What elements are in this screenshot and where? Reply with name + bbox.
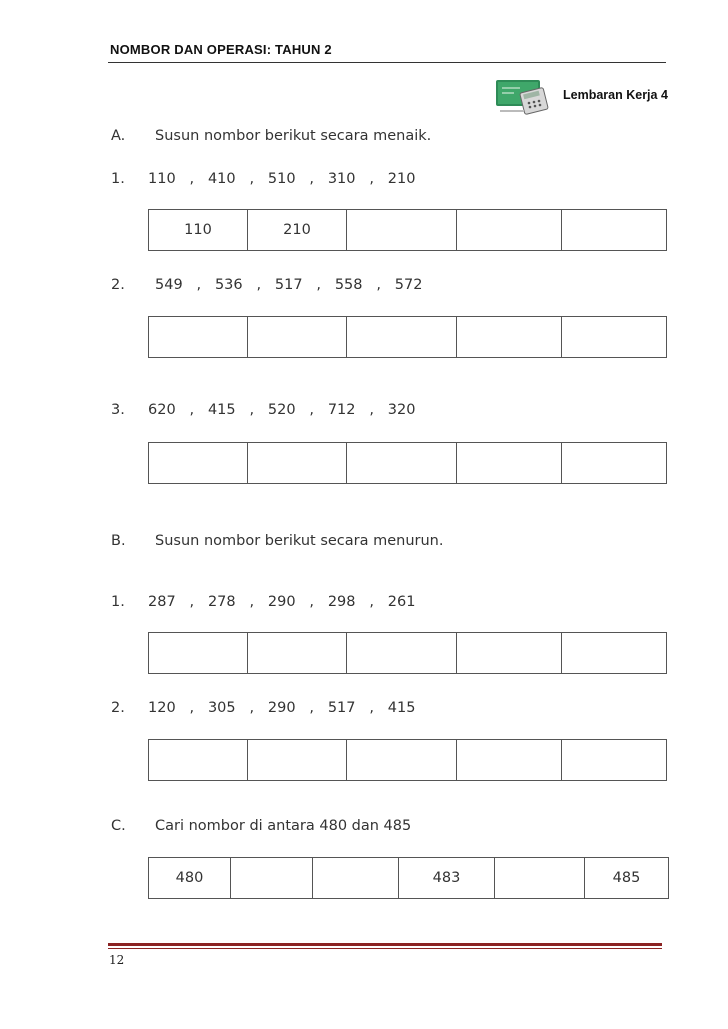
question-a1-numbers: 110 , 410 , 510 , 310 , 210 (148, 171, 416, 187)
header-divider (108, 62, 666, 63)
answer-cell[interactable] (562, 317, 667, 358)
question-a2-numbers: 549 , 536 , 517 , 558 , 572 (155, 277, 423, 293)
answer-cell[interactable] (347, 740, 457, 781)
question-a2-number: 2. (111, 277, 125, 293)
answer-cell[interactable] (457, 740, 562, 781)
answer-cell[interactable] (457, 633, 562, 674)
answer-cell[interactable] (347, 210, 457, 251)
question-a1-number: 1. (111, 171, 125, 187)
answer-table-b1 (148, 632, 667, 674)
section-a-letter: A. (111, 128, 126, 144)
answer-cell[interactable] (149, 740, 248, 781)
answer-cell[interactable] (457, 317, 562, 358)
answer-cell[interactable] (562, 443, 667, 484)
answer-table-a2 (148, 316, 667, 358)
answer-cell[interactable] (149, 317, 248, 358)
calculator-chalkboard-icon (494, 78, 556, 116)
answer-table-c (148, 857, 669, 899)
answer-cell[interactable] (562, 210, 667, 251)
question-b2-numbers: 120 , 305 , 290 , 517 , 415 (148, 700, 416, 716)
answer-cell[interactable] (313, 858, 399, 899)
worksheet-label: Lembaran Kerja 4 (563, 88, 668, 102)
footer-divider-thin (108, 948, 662, 949)
answer-cell[interactable] (248, 443, 347, 484)
question-b1-number: 1. (111, 594, 125, 610)
answer-cell[interactable] (149, 633, 248, 674)
answer-cell[interactable] (457, 443, 562, 484)
answer-cell[interactable] (347, 443, 457, 484)
section-c-instruction: Cari nombor di antara 480 dan 485 (155, 818, 412, 834)
answer-table-b2 (148, 739, 667, 781)
footer-divider-thick (108, 943, 662, 946)
answer-cell[interactable]: 485 (585, 858, 669, 899)
answer-cell[interactable] (562, 740, 667, 781)
question-b2-number: 2. (111, 700, 125, 716)
question-a3-number: 3. (111, 402, 125, 418)
answer-cell[interactable] (248, 317, 347, 358)
answer-cell[interactable] (248, 740, 347, 781)
page-number: 12 (109, 953, 125, 967)
answer-cell[interactable] (231, 858, 313, 899)
answer-cell[interactable]: 110 (149, 210, 248, 251)
answer-cell[interactable] (149, 443, 248, 484)
answer-table-a3 (148, 442, 667, 484)
section-a-instruction: Susun nombor berikut secara menaik. (155, 128, 432, 144)
answer-cell[interactable] (457, 210, 562, 251)
answer-cell[interactable]: 480 (149, 858, 231, 899)
answer-cell[interactable] (562, 633, 667, 674)
answer-cell[interactable] (347, 317, 457, 358)
section-c-letter: C. (111, 818, 126, 834)
section-b-instruction: Susun nombor berikut secara menurun. (155, 533, 444, 549)
question-a3-numbers: 620 , 415 , 520 , 712 , 320 (148, 402, 416, 418)
answer-cell[interactable] (248, 633, 347, 674)
question-b1-numbers: 287 , 278 , 290 , 298 , 261 (148, 594, 416, 610)
answer-cell[interactable]: 483 (399, 858, 495, 899)
answer-table-a1 (148, 209, 667, 251)
answer-cell[interactable] (495, 858, 585, 899)
section-b-letter: B. (111, 533, 126, 549)
document-header: NOMBOR DAN OPERASI: TAHUN 2 (110, 42, 332, 57)
answer-cell[interactable] (347, 633, 457, 674)
answer-cell[interactable]: 210 (248, 210, 347, 251)
